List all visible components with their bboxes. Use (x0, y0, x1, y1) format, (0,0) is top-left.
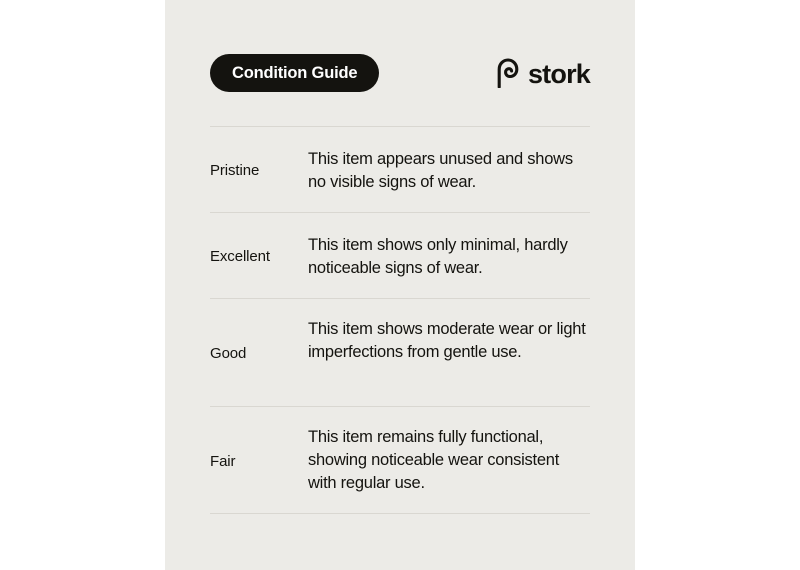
stork-logo-icon (496, 58, 520, 88)
condition-label-good: Good (210, 344, 247, 362)
condition-description-fair: This item remains fully functional, showing noticeable wear consistent with regular use. (308, 428, 560, 492)
table-row (210, 126, 590, 212)
condition-label-fair: Fair (210, 452, 236, 470)
condition-description-excellent: This item shows only minimal, hardly noticeable signs of wear. (308, 236, 568, 277)
condition-label-pristine: Pristine (210, 161, 260, 179)
condition-label-excellent: Excellent (210, 247, 270, 265)
card-content (210, 0, 590, 570)
condition-description-good: This item shows moderate wear or light imperfections from gentle use. (308, 320, 586, 361)
condition-table (210, 126, 590, 514)
condition-description-pristine: This item appears unused and shows no visible signs of wear. (308, 150, 573, 191)
table-row (210, 406, 590, 514)
table-row (210, 298, 590, 406)
brand-lockup (496, 54, 590, 92)
condition-guide-card (165, 0, 635, 570)
condition-guide-pill: Condition Guide (210, 54, 379, 92)
card-header (210, 54, 590, 94)
table-row (210, 212, 590, 298)
brand-name: stork (527, 58, 590, 89)
